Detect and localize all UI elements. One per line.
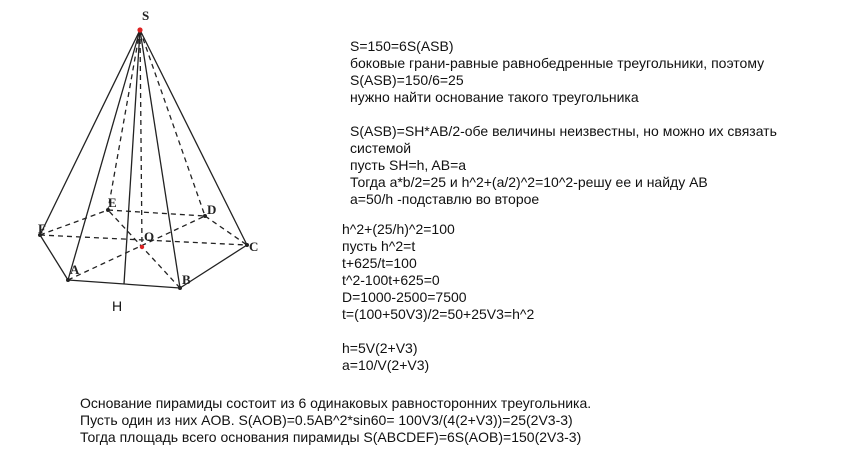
label-D: D [207, 202, 217, 217]
text-line: t=(100+50V3)/2=50+25V3=h^2 [342, 306, 535, 322]
text-line: пусть SH=h, AB=a [350, 157, 467, 173]
text-line: a=10/V(2+V3) [342, 357, 430, 373]
edge-ED [108, 210, 205, 216]
center-O-dot [140, 245, 144, 249]
solution-block-3 [342, 221, 534, 323]
text-line: Основание пирамиды состоит из 6 одинаковых равносторонних треугольника. [80, 395, 592, 411]
edge-SE [108, 30, 140, 210]
text-line: S=150=6S(ASB) [350, 38, 454, 54]
text-line: боковые грани-равные равнобедренные треугольники, поэтому [350, 55, 765, 71]
pyramid-figure [0, 0, 300, 320]
label-O: O [144, 229, 155, 244]
height-SO [140, 30, 142, 247]
label-S: S [142, 8, 150, 23]
text-line: Пусть один из них AOB. S(AOB)=0.5AB^2*sin60= 100V3/(4(2+V3))=25(2V3-3) [80, 412, 573, 428]
solution-block-5 [80, 395, 591, 446]
label-B: B [182, 272, 191, 287]
text-line: a=50/h -подставлю во второе [350, 191, 540, 207]
text-line: S(ASB)=SH*AB/2-обе величины неизвестны, но можно их связать [350, 123, 777, 139]
text-line: Тогда площадь всего основания пирамиды S(ABCDEF)=6S(AOB)=150(2V3-3) [80, 429, 582, 445]
text-line: пусть h^2=t [342, 238, 416, 254]
text-line: D=1000-2500=7500 [342, 289, 467, 305]
solution-block-4 [342, 340, 429, 374]
diag-AD [68, 216, 205, 280]
edge-SD [140, 30, 205, 216]
text-line: нужно найти основание такого треугольника [350, 89, 639, 105]
edge-SB [140, 30, 180, 288]
text-line: h=5V(2+V3) [342, 340, 418, 356]
text-line: t+625/t=100 [342, 255, 417, 271]
edge-DC [205, 216, 247, 245]
edge-FA [40, 235, 68, 280]
label-H: H [112, 298, 123, 314]
solution-block-2 [350, 123, 777, 208]
text-line: системой [350, 140, 412, 156]
text-line: t^2-100t+625=0 [342, 272, 440, 288]
apothem-SH [124, 30, 140, 284]
text-line: Тогда a*b/2=25 и h^2+(a/2)^2=10^2-решу ее и найду AB [350, 174, 708, 190]
solution-block-1 [350, 38, 764, 106]
text-line: h^2+(25/h)^2=100 [342, 221, 455, 237]
text-line: S(ASB)=150/6=25 [350, 72, 464, 88]
label-C: C [249, 239, 259, 254]
label-F: F [38, 221, 46, 236]
label-E: E [108, 195, 117, 210]
label-A: A [70, 262, 80, 277]
vertex-S-dot [137, 27, 142, 32]
vertex-A-dot [66, 278, 70, 282]
